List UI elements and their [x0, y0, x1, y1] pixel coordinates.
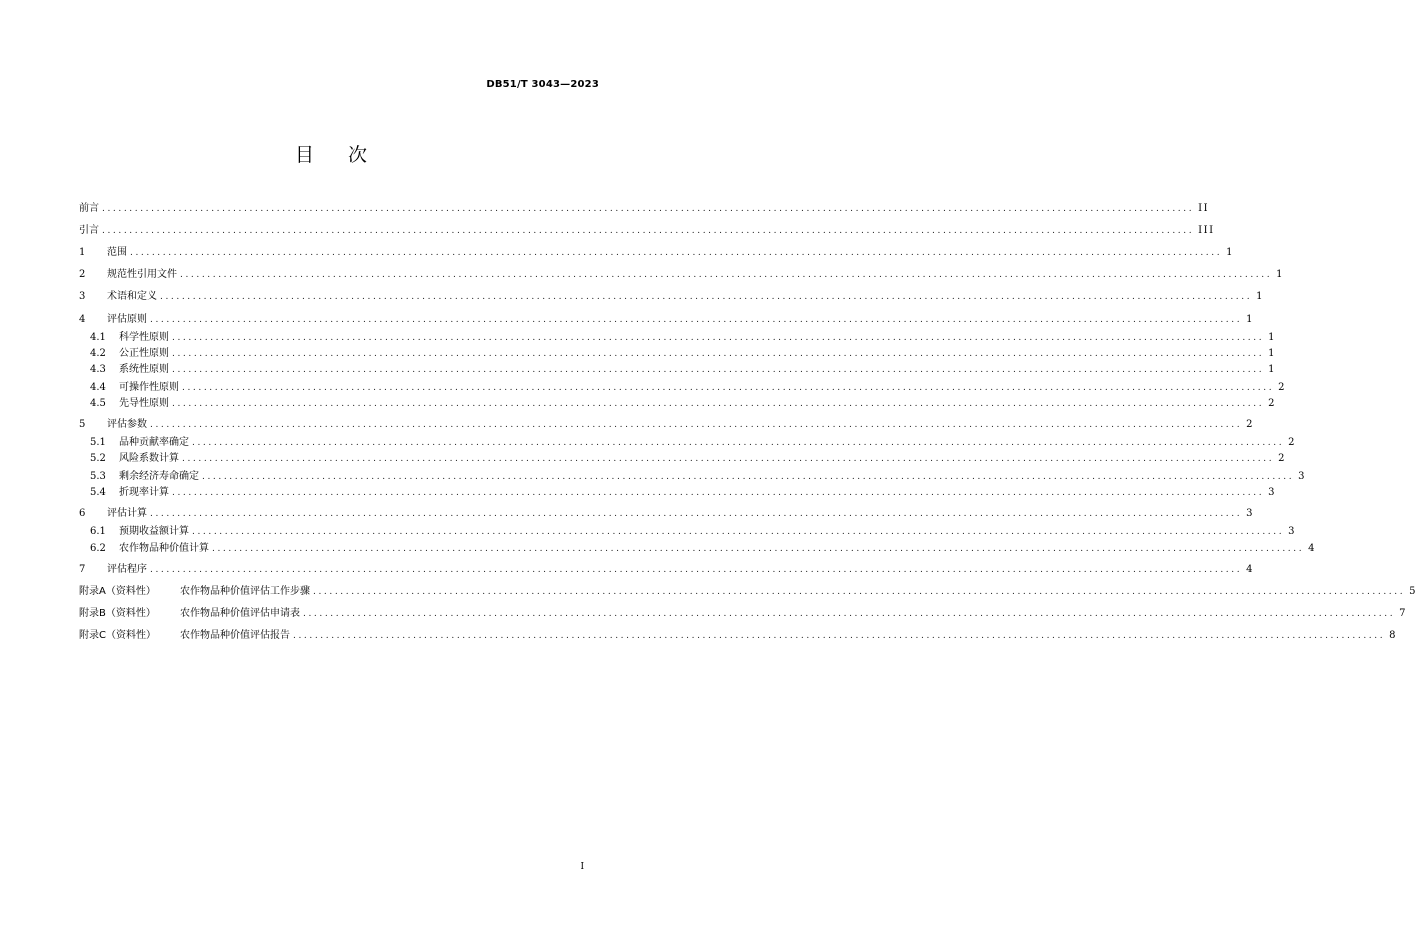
toc-entry-number: 附录C（资料性） — [79, 630, 156, 641]
toc-entry-label: 评估程序 — [107, 564, 147, 575]
toc-entry-page: 2 — [1246, 419, 1255, 430]
toc-entry-page: 4 — [1246, 564, 1255, 575]
toc-entry-page: 7 — [1399, 608, 1408, 619]
toc-entry-number: 5.1 — [90, 437, 106, 448]
toc-entry[interactable] — [79, 312, 1255, 328]
toc-entry-label: 风险系数计算 — [119, 453, 179, 464]
toc-entry-number: 4.3 — [90, 364, 106, 375]
toc-entry-label: 折现率计算 — [119, 487, 169, 498]
toc-entry-number: 3 — [79, 291, 86, 302]
toc-entry-page: 1 — [1268, 332, 1277, 343]
toc-dot-leader: ........................................................................................................................................................................................................ — [172, 333, 1265, 343]
toc-dot-leader: ........................................................................................................................................................................................................ — [102, 226, 1195, 236]
toc-entry-label: 评估计算 — [107, 508, 147, 519]
toc-entry-page: 8 — [1389, 630, 1398, 641]
document-code: DB51/T 3043—2023 — [486, 79, 599, 90]
toc-entry-number: 附录B（资料性） — [79, 608, 156, 619]
toc-entry-number: 2 — [79, 269, 86, 280]
toc-entry-page: 2 — [1268, 398, 1277, 409]
toc-entry-label: 农作物品种价值评估报告 — [180, 630, 290, 641]
toc-dot-leader: ........................................................................................................................................................................................................ — [202, 472, 1295, 482]
toc-entry-number: 6.2 — [90, 543, 106, 554]
toc-entry-label: 农作物品种价值评估申请表 — [180, 608, 300, 619]
toc-dot-leader: ........................................................................................................................................................................................................ — [160, 292, 1253, 302]
toc-dot-leader: ........................................................................................................................................................................................................ — [180, 270, 1273, 280]
toc-entry[interactable] — [90, 380, 1287, 396]
toc-entry[interactable] — [79, 506, 1255, 522]
toc-entry[interactable] — [90, 362, 1277, 378]
toc-dot-leader: ........................................................................................................................................................................................................ — [192, 438, 1285, 448]
toc-dot-leader: ........................................................................................................................................................................................................ — [172, 349, 1265, 359]
toc-entry-page: 2 — [1288, 437, 1297, 448]
toc-entry-page: 1 — [1256, 291, 1265, 302]
toc-dot-leader: ........................................................................................................................................................................................................ — [102, 204, 1195, 214]
toc-dot-leader: ........................................................................................................................................................................................................ — [150, 509, 1243, 519]
toc-entry-page: 2 — [1278, 382, 1287, 393]
toc-entry-number: 4.2 — [90, 348, 106, 359]
toc-entry[interactable] — [90, 541, 1317, 557]
toc-entry-number: 5 — [79, 419, 86, 430]
toc-entry-page: 5 — [1409, 586, 1417, 597]
toc-dot-leader: ........................................................................................................................................................................................................ — [150, 420, 1243, 430]
toc-dot-leader: ........................................................................................................................................................................................................ — [212, 544, 1305, 554]
toc-entry[interactable] — [79, 201, 1210, 217]
toc-entry[interactable] — [79, 584, 1417, 600]
toc-entry-label: 前言 — [79, 203, 99, 214]
toc-entry-label: 评估原则 — [107, 314, 147, 325]
toc-entry-label: 剩余经济寿命确定 — [119, 471, 199, 482]
toc-dot-leader: ........................................................................................................................................................................................................ — [172, 365, 1265, 375]
toc-dot-leader: ........................................................................................................................................................................................................ — [150, 565, 1243, 575]
toc-dot-leader: ........................................................................................................................................................................................................ — [192, 527, 1285, 537]
toc-entry-number: 5.3 — [90, 471, 106, 482]
toc-entry-page: 1 — [1268, 364, 1277, 375]
toc-entry-number: 5.2 — [90, 453, 106, 464]
toc-entry[interactable] — [90, 524, 1297, 540]
toc-entry[interactable] — [79, 289, 1265, 305]
toc-entry-label: 可操作性原则 — [119, 382, 179, 393]
toc-entry[interactable] — [90, 346, 1277, 362]
toc-entry[interactable] — [79, 606, 1408, 622]
toc-entry-label: 评估参数 — [107, 419, 147, 430]
toc-entry-label: 农作物品种价值评估工作步骤 — [180, 586, 310, 597]
page-number: I — [580, 862, 584, 872]
toc-entry-label: 引言 — [79, 225, 99, 236]
toc-entry-page: 1 — [1276, 269, 1285, 280]
toc-entry[interactable] — [90, 469, 1307, 485]
toc-entry[interactable] — [90, 451, 1287, 467]
toc-title: 目次 — [294, 144, 401, 166]
toc-dot-leader: ........................................................................................................................................................................................................ — [172, 399, 1265, 409]
toc-entry[interactable] — [79, 223, 1215, 239]
toc-entry-number: 1 — [79, 247, 86, 258]
toc-entry-page: 3 — [1246, 508, 1255, 519]
toc-entry-label: 先导性原则 — [119, 398, 169, 409]
toc-entry[interactable] — [79, 562, 1255, 578]
toc-entry-number: 5.4 — [90, 487, 106, 498]
toc-entry-page: 1 — [1246, 314, 1255, 325]
toc-entry-number: 6.1 — [90, 526, 106, 537]
toc-entry[interactable] — [90, 435, 1297, 451]
toc-entry-label: 公正性原则 — [119, 348, 169, 359]
toc-entry-number: 4.4 — [90, 382, 106, 393]
toc-dot-leader: ........................................................................................................................................................................................................ — [182, 383, 1275, 393]
toc-entry-label: 品种贡献率确定 — [119, 437, 189, 448]
toc-dot-leader: ........................................................................................................................................................................................................ — [293, 631, 1386, 641]
toc-entry-number: 4.5 — [90, 398, 106, 409]
toc-dot-leader: ........................................................................................................................................................................................................ — [182, 454, 1275, 464]
toc-entry-page: 4 — [1308, 543, 1317, 554]
toc-entry-number: 6 — [79, 508, 86, 519]
toc-entry-label: 规范性引用文件 — [107, 269, 177, 280]
toc-dot-leader: ........................................................................................................................................................................................................ — [130, 248, 1223, 258]
toc-entry-label: 科学性原则 — [119, 332, 169, 343]
toc-entry-label: 农作物品种价值计算 — [119, 543, 209, 554]
toc-dot-leader: ........................................................................................................................................................................................................ — [172, 488, 1265, 498]
toc-entry-number: 附录A（资料性） — [79, 586, 156, 597]
toc-entry[interactable] — [79, 417, 1255, 433]
toc-entry[interactable] — [79, 267, 1285, 283]
toc-entry-page: 3 — [1268, 487, 1277, 498]
toc-entry-page: 2 — [1278, 453, 1287, 464]
toc-dot-leader: ........................................................................................................................................................................................................ — [313, 587, 1406, 597]
toc-entry-label: 术语和定义 — [107, 291, 157, 302]
toc-entry-page: 3 — [1298, 471, 1307, 482]
toc-entry-page: III — [1198, 225, 1215, 236]
toc-entry-number: 4 — [79, 314, 86, 325]
toc-entry[interactable] — [90, 485, 1277, 501]
toc-entry[interactable] — [79, 628, 1398, 644]
toc-entry[interactable] — [79, 245, 1235, 261]
toc-entry-number: 4.1 — [90, 332, 106, 343]
toc-entry-page: II — [1198, 203, 1210, 214]
toc-entry-number: 7 — [79, 564, 86, 575]
toc-dot-leader: ........................................................................................................................................................................................................ — [303, 609, 1396, 619]
toc-entry-page: 3 — [1288, 526, 1297, 537]
toc-entry[interactable] — [90, 396, 1277, 412]
toc-dot-leader: ........................................................................................................................................................................................................ — [150, 315, 1243, 325]
toc-entry-page: 1 — [1226, 247, 1235, 258]
toc-entry-label: 预期收益额计算 — [119, 526, 189, 537]
toc-entry-label: 系统性原则 — [119, 364, 169, 375]
toc-entry-label: 范围 — [107, 247, 127, 258]
toc-entry-page: 1 — [1268, 348, 1277, 359]
toc-entry[interactable] — [90, 330, 1277, 346]
